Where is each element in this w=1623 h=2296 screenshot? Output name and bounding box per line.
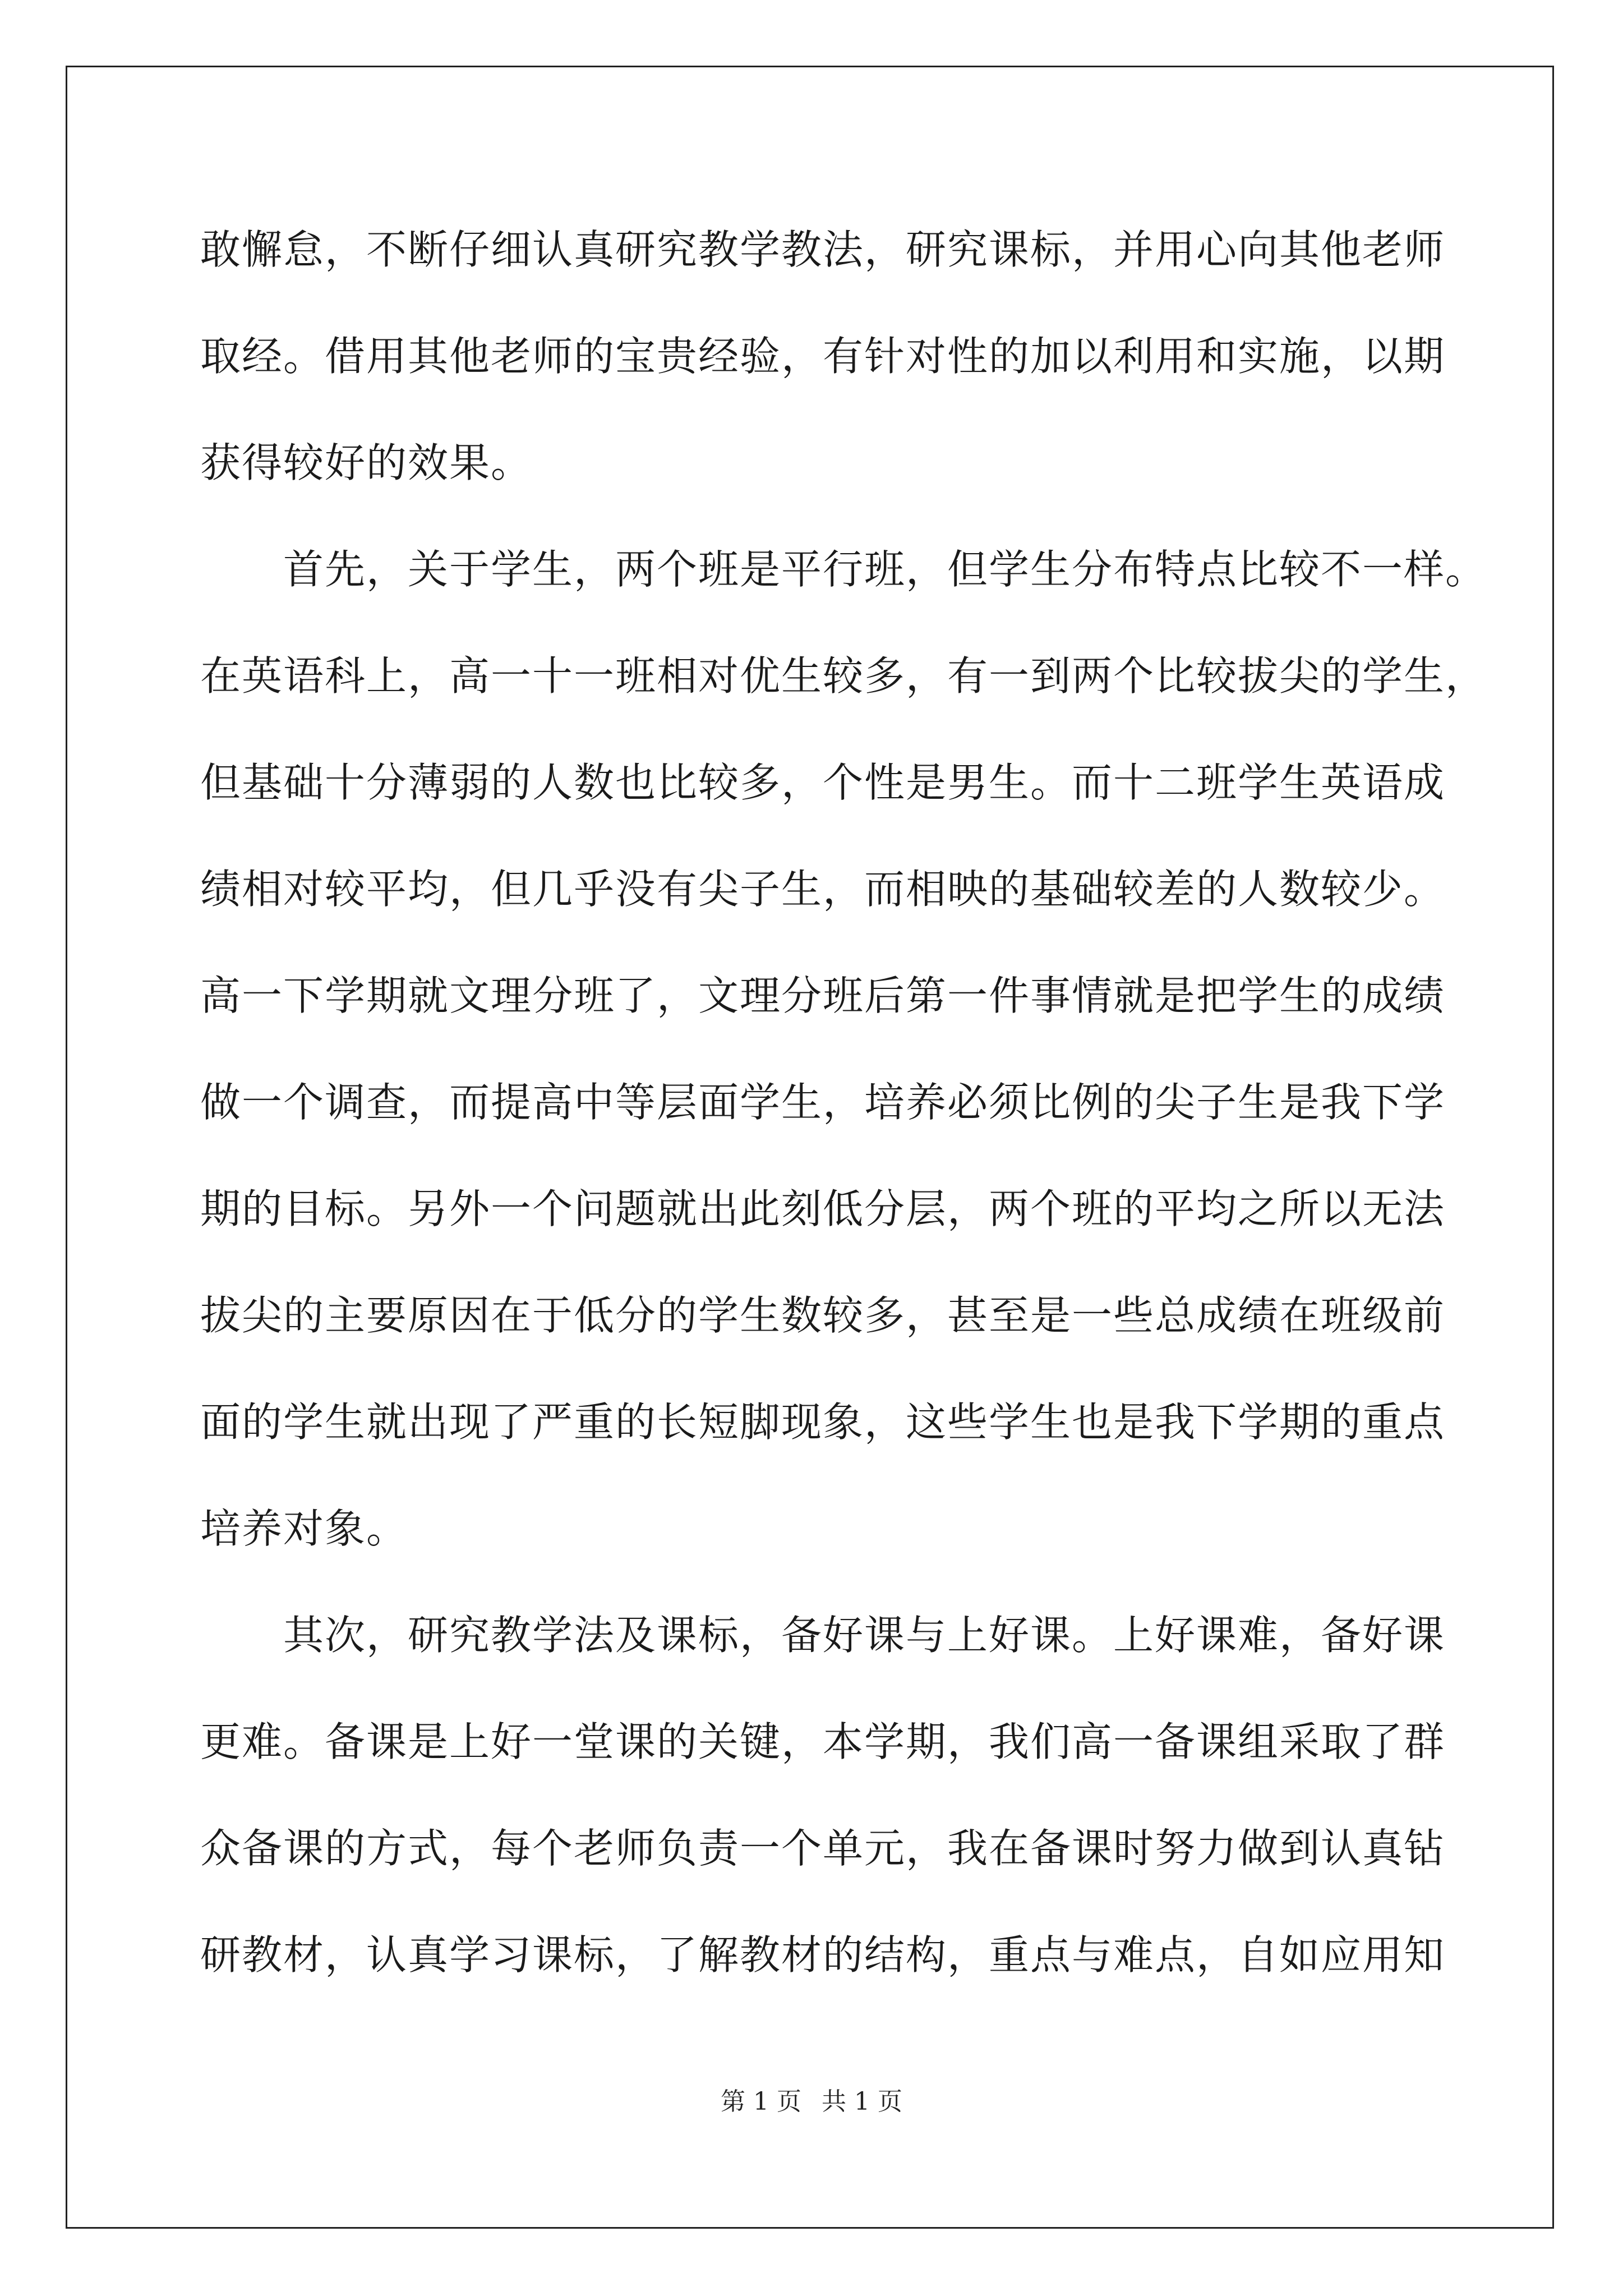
page-total: 共 1 页 [822, 2087, 902, 2116]
text-line: 更难。备课是上好一堂课的关键，本学期，我们高一备课组采取了群 [200, 1718, 1446, 1765]
text-line: 在英语科上，高一十一班相对优生较多，有一到两个比较拔尖的学生， [200, 652, 1487, 700]
text-line: 高一下学期就文理分班了，文理分班后第一件事情就是把学生的成绩 [200, 972, 1446, 1019]
document-body [200, 208, 1487, 2019]
text-line: 研教材，认真学习课标，了解教材的结构，重点与难点，自如应用知 [200, 1931, 1446, 1978]
text-line: 取经。借用其他老师的宝贵经验，有针对性的加以利用和实施，以期 [200, 333, 1446, 380]
page-footer [0, 2081, 1623, 2117]
text-line: 拔尖的主要原因在于低分的学生数较多，甚至是一些总成绩在班级前 [200, 1292, 1446, 1339]
text-line: 众备课的方式，每个老师负责一个单元，我在备课时努力做到认真钻 [200, 1825, 1446, 1872]
text-line: 但基础十分薄弱的人数也比较多，个性是男生。而十二班学生英语成 [200, 759, 1446, 806]
text-line: 获得较好的效果。 [200, 439, 533, 486]
text-line: 做一个调查，而提高中等层面学生，培养必须比例的尖子生是我下学 [200, 1079, 1446, 1126]
text-line: 其次，研究教学法及课标，备好课与上好课。上好课难，备好课 [200, 1612, 1446, 1659]
text-line: 面的学生就出现了严重的长短脚现象，这些学生也是我下学期的重点 [200, 1398, 1446, 1446]
text-line: 绩相对较平均，但几乎没有尖子生，而相映的基础较差的人数较少。 [200, 866, 1446, 913]
text-line: 培养对象。 [200, 1505, 408, 1552]
text-line: 期的目标。另外一个问题就出此刻低分层，两个班的平均之所以无法 [200, 1185, 1446, 1232]
page-number: 第 1 页 [721, 2087, 801, 2116]
text-line: 敢懈怠，不断仔细认真研究教学教法，研究课标，并用心向其他老师 [200, 226, 1446, 273]
text-line: 首先，关于学生，两个班是平行班，但学生分布特点比较不一样。 [200, 546, 1487, 593]
